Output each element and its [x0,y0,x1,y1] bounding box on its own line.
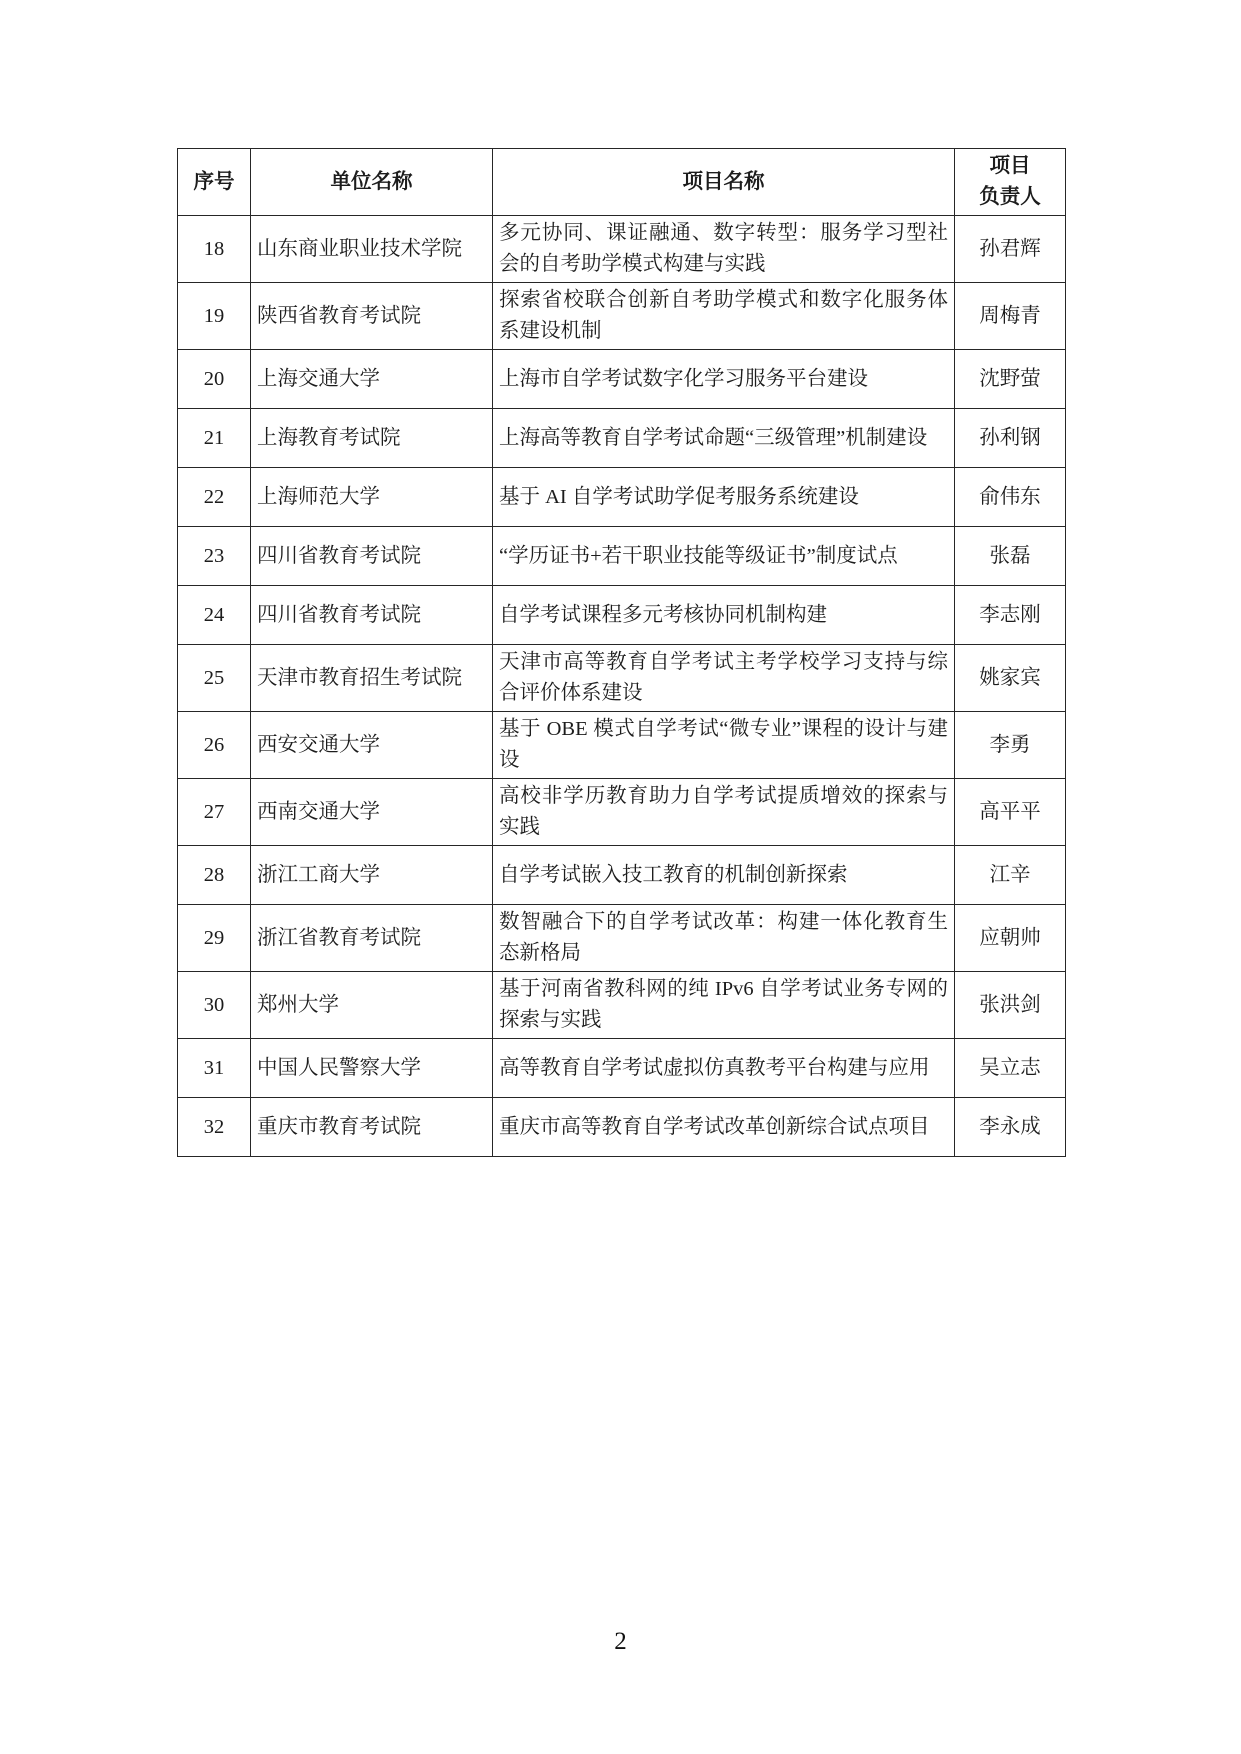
cell-project-name: 高校非学历教育助力自学考试提质增效的探索与实践 [493,779,955,846]
cell-leader: 高平平 [955,779,1066,846]
cell-unit-name: 重庆市教育考试院 [251,1098,493,1157]
cell-project-name: 基于河南省教科网的纯 IPv6 自学考试业务专网的探索与实践 [493,972,955,1039]
header-unit-name: 单位名称 [251,149,493,216]
table-row [178,586,1066,645]
table-row [178,712,1066,779]
cell-project-name: 上海高等教育自学考试命题“三级管理”机制建设 [493,409,955,468]
cell-unit-name: 浙江省教育考试院 [251,905,493,972]
cell-unit-name: 山东商业职业技术学院 [251,216,493,283]
cell-unit-name: 上海师范大学 [251,468,493,527]
table-row [178,779,1066,846]
cell-unit-name: 四川省教育考试院 [251,586,493,645]
table-header-row [178,149,1066,216]
cell-leader: 李志刚 [955,586,1066,645]
cell-seq: 31 [178,1039,251,1098]
cell-seq: 18 [178,216,251,283]
cell-project-name: “学历证书+若干职业技能等级证书”制度试点 [493,527,955,586]
table-row [178,283,1066,350]
header-project-name: 项目名称 [493,149,955,216]
cell-leader: 李勇 [955,712,1066,779]
cell-unit-name: 浙江工商大学 [251,846,493,905]
cell-seq: 32 [178,1098,251,1157]
cell-seq: 28 [178,846,251,905]
cell-unit-name: 陕西省教育考试院 [251,283,493,350]
header-project-leader-line1: 项目 [989,155,1031,177]
cell-unit-name: 四川省教育考试院 [251,527,493,586]
cell-seq: 26 [178,712,251,779]
cell-leader: 张磊 [955,527,1066,586]
header-project-leader-line2: 负责人 [979,186,1041,208]
cell-unit-name: 西南交通大学 [251,779,493,846]
cell-unit-name: 上海交通大学 [251,350,493,409]
cell-seq: 20 [178,350,251,409]
cell-unit-name: 中国人民警察大学 [251,1039,493,1098]
cell-leader: 应朝帅 [955,905,1066,972]
cell-seq: 24 [178,586,251,645]
cell-leader: 孙君辉 [955,216,1066,283]
projects-table [177,148,1066,1157]
cell-seq: 19 [178,283,251,350]
table-row [178,645,1066,712]
cell-leader: 吴立志 [955,1039,1066,1098]
table-row [178,216,1066,283]
cell-seq: 22 [178,468,251,527]
cell-seq: 21 [178,409,251,468]
cell-project-name: 基于 OBE 模式自学考试“微专业”课程的设计与建设 [493,712,955,779]
cell-project-name: 基于 AI 自学考试助学促考服务系统建设 [493,468,955,527]
header-project-leader [955,149,1066,216]
cell-unit-name: 上海教育考试院 [251,409,493,468]
cell-leader: 周梅青 [955,283,1066,350]
cell-project-name: 重庆市高等教育自学考试改革创新综合试点项目 [493,1098,955,1157]
table-row [178,905,1066,972]
table-row [178,468,1066,527]
table-row [178,972,1066,1039]
cell-project-name: 自学考试嵌入技工教育的机制创新探索 [493,846,955,905]
cell-leader: 江辛 [955,846,1066,905]
cell-project-name: 数智融合下的自学考试改革：构建一体化教育生态新格局 [493,905,955,972]
cell-unit-name: 西安交通大学 [251,712,493,779]
table-row [178,350,1066,409]
cell-leader: 孙利钢 [955,409,1066,468]
cell-leader: 俞伟东 [955,468,1066,527]
cell-seq: 30 [178,972,251,1039]
cell-project-name: 自学考试课程多元考核协同机制构建 [493,586,955,645]
header-seq: 序号 [178,149,251,216]
cell-project-name: 多元协同、课证融通、数字转型：服务学习型社会的自考助学模式构建与实践 [493,216,955,283]
table-row [178,1098,1066,1157]
table-row [178,846,1066,905]
cell-project-name: 高等教育自学考试虚拟仿真教考平台构建与应用 [493,1039,955,1098]
cell-leader: 张洪剑 [955,972,1066,1039]
cell-seq: 25 [178,645,251,712]
table-row [178,409,1066,468]
cell-seq: 29 [178,905,251,972]
cell-unit-name: 郑州大学 [251,972,493,1039]
cell-project-name: 天津市高等教育自学考试主考学校学习支持与综合评价体系建设 [493,645,955,712]
cell-leader: 李永成 [955,1098,1066,1157]
cell-unit-name: 天津市教育招生考试院 [251,645,493,712]
cell-seq: 23 [178,527,251,586]
cell-leader: 姚家宾 [955,645,1066,712]
page-number: 2 [614,1628,627,1655]
cell-project-name: 上海市自学考试数字化学习服务平台建设 [493,350,955,409]
table-row [178,1039,1066,1098]
cell-project-name: 探索省校联合创新自考助学模式和数字化服务体系建设机制 [493,283,955,350]
cell-seq: 27 [178,779,251,846]
table-row [178,527,1066,586]
cell-leader: 沈野萤 [955,350,1066,409]
